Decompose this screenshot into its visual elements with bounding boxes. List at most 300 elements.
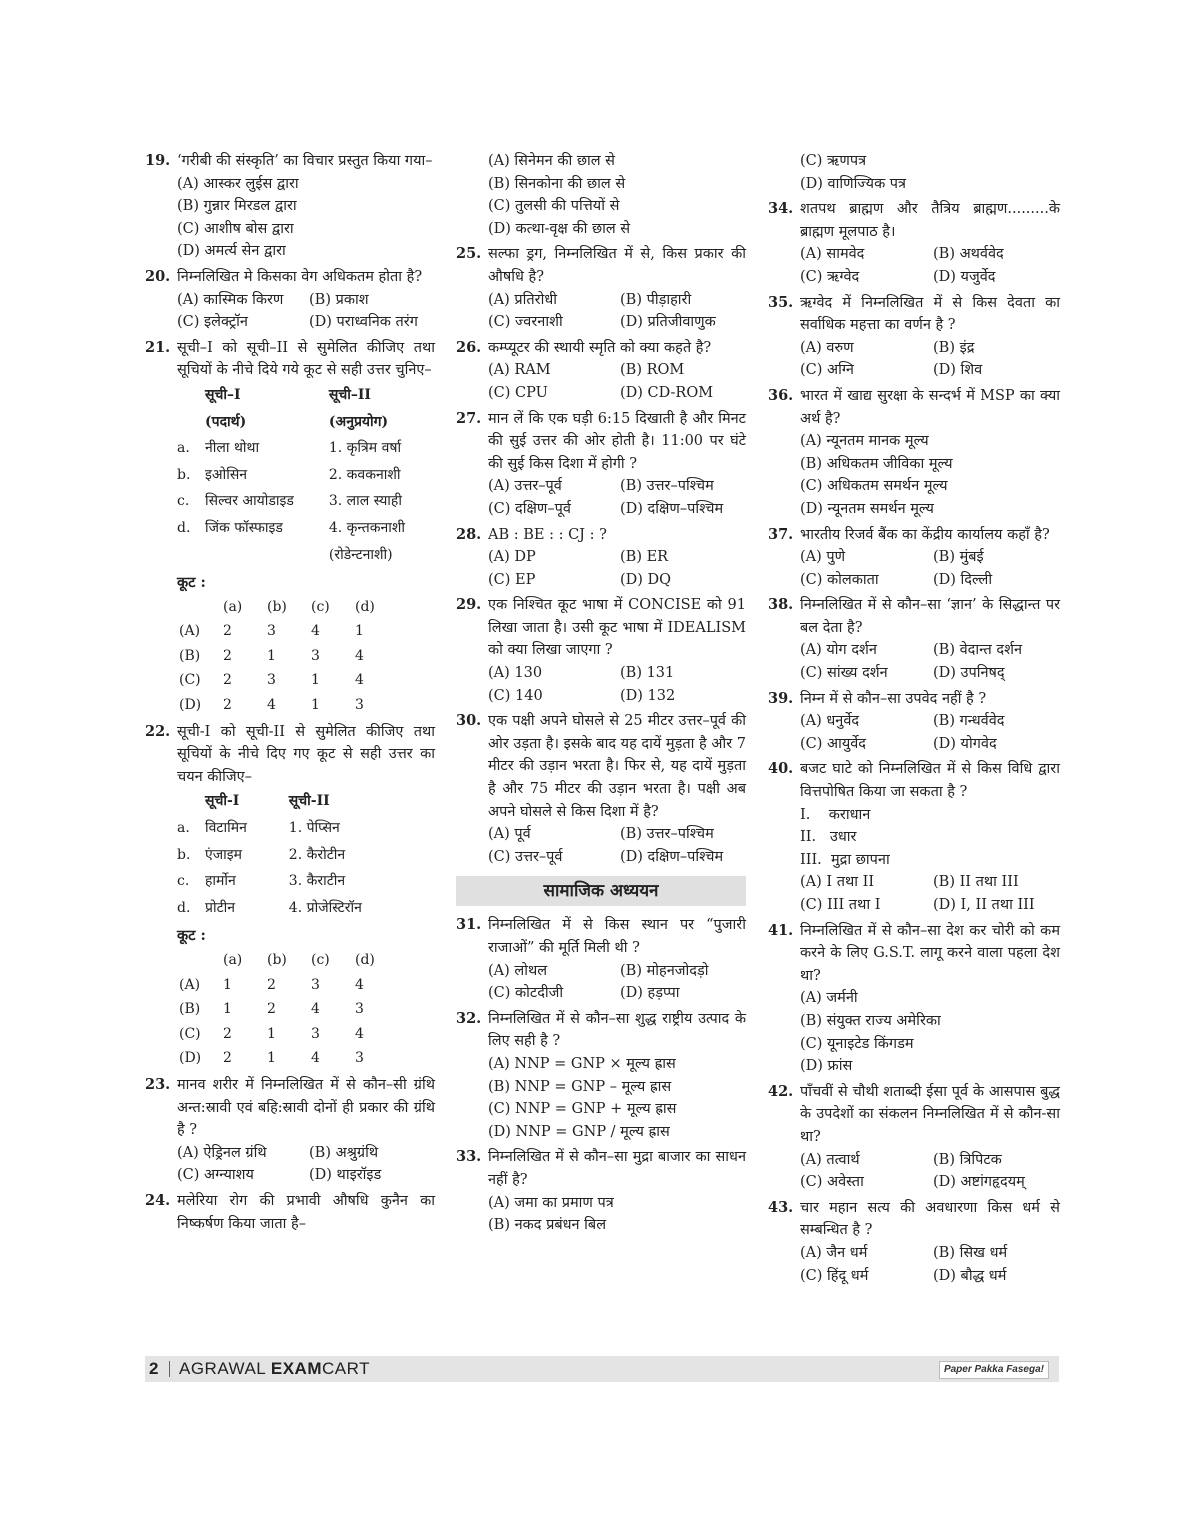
question-text: पाँचवीं से चौथी शताब्दी ईसा पूर्व के आसपास बुद्ध के उपदेशों का संकलन निम्नलिखित में से कौन-सा था? <box>800 1083 1060 1145</box>
question-number: 24. <box>145 1191 171 1209</box>
code-cell: 2 <box>267 976 276 993</box>
question-item <box>145 1190 435 1235</box>
match-cell <box>177 542 205 569</box>
question-text: बजट घाटे को निम्नलिखित में से किस विधि द्वारा वित्तपोषित किया जा सकता है ? <box>800 761 1060 801</box>
code-cell: 3 <box>267 672 276 689</box>
question-text: सल्फा ड्रग, निम्नलिखित में से, किस प्रकार की औषधि है? <box>488 246 746 285</box>
code-row <box>179 668 399 693</box>
question-number: 19. <box>145 152 171 169</box>
code-cell: (D) <box>179 1050 202 1067</box>
answer-options <box>488 1192 746 1237</box>
code-table <box>179 948 399 1071</box>
statement-item: II. उधार <box>800 829 857 846</box>
code-cell: 4 <box>311 1001 320 1018</box>
question-item <box>768 920 1060 1078</box>
brand-part-4: CART <box>321 1359 370 1378</box>
code-row <box>179 619 399 644</box>
match-row <box>177 815 435 842</box>
question-text: AB : BE : : CJ : ? <box>488 526 607 543</box>
code-cell: 3 <box>311 1025 320 1042</box>
answer-option: (D) उपनिषद् <box>933 665 1005 682</box>
answer-option: (B) NNP = GNP – मूल्य ह्रास <box>488 1078 672 1095</box>
code-cell: 4 <box>267 697 276 714</box>
question-text: भारत में खाद्य सुरक्षा के सन्दर्भ में MSP का क्या अर्थ है? <box>800 387 1060 427</box>
question-text: निम्नलिखित में से कौन–सा ‘ज्ञान’ के सिद्धान्त पर बल देता है? <box>800 597 1060 636</box>
match-header-row <box>177 409 435 436</box>
code-cell: 3 <box>355 697 364 714</box>
match-cell: 3. लाल स्याही <box>328 493 402 510</box>
answer-option: (B) त्रिपिटक <box>933 1151 1002 1168</box>
answer-options <box>488 475 746 520</box>
question-item <box>456 594 746 707</box>
question-text: सूची-I को सूची-II से सुमेलित कीजिए तथा सूचियों के नीचे दिए गए कूट से सही उत्तर का चयन कीजिए– <box>177 723 435 785</box>
code-row <box>179 595 399 620</box>
code-cell: (b) <box>267 952 287 968</box>
answer-option: (D) न्यूनतम समर्थन मूल्य <box>800 500 934 517</box>
match-cell: नीला थोथा <box>205 440 260 457</box>
match-header-row <box>177 788 435 815</box>
column-3 <box>768 150 1060 1290</box>
question-number: 30. <box>456 712 482 730</box>
answer-option: (D) अष्टांगहृदयम् <box>933 1174 1025 1191</box>
match-cell: हार्मोन <box>205 873 236 890</box>
answer-option: (D) कत्था-वृक्ष की छाल से <box>488 220 631 237</box>
question-item <box>768 1197 1060 1287</box>
answer-option: (B) अधिकतम जीविका मूल्य <box>800 455 953 472</box>
code-cell: 2 <box>267 1001 276 1018</box>
answer-option: (D) वाणिज्यिक पत्र <box>800 175 907 192</box>
question-text: निम्नलिखित मे किसका वेग अधिकतम होता है? <box>177 268 423 285</box>
question-item <box>145 150 435 263</box>
code-row <box>179 1046 399 1071</box>
question-number: 38. <box>768 596 794 614</box>
question-number: 21. <box>145 338 171 356</box>
match-header-cell: (अनुप्रयोग) <box>328 413 389 430</box>
code-cell: 1 <box>267 1025 276 1042</box>
question-item <box>768 385 1060 521</box>
question-item <box>145 1074 435 1187</box>
page-footer <box>145 1356 1059 1382</box>
answer-option: (C) अग्न्याशय <box>177 1167 254 1184</box>
answer-option: (D) दक्षिण–पश्चिम <box>620 500 724 517</box>
section-heading: सामाजिक अध्ययन <box>456 876 746 906</box>
match-header-cell: सूची–II <box>328 386 371 403</box>
question-text: मान लें कि एक घड़ी 6:15 दिखाती है और मिनट की सुई उत्तर की ओर होती है। 11:00 पर घंटे की सुई किस दिशा में होगी ? <box>488 410 746 472</box>
answer-option: (B) मोहनजोदड़ो <box>620 962 709 979</box>
match-header-cell <box>177 788 205 815</box>
answer-option: (A) उत्तर–पूर्व <box>488 478 562 495</box>
answer-option: (B) ROM <box>620 362 685 379</box>
answer-option: (B) 131 <box>620 665 675 682</box>
brand-part-1: AGRAWAL <box>179 1359 271 1378</box>
answer-option: (B) नकद प्रबंधन बिल <box>488 1217 607 1234</box>
answer-option: (D) पराध्वनिक तरंग <box>309 314 418 331</box>
answer-option: (A) सामवेद <box>800 246 865 263</box>
question-number: 25. <box>456 245 482 263</box>
match-row <box>177 435 435 462</box>
answer-options <box>488 289 746 334</box>
answer-option: (A) I तथा II <box>800 874 875 891</box>
answer-options <box>488 823 746 868</box>
statement-item: III. मुद्रा छापना <box>800 851 890 868</box>
question-number: 41. <box>768 921 794 939</box>
answer-option: (D) योगवेद <box>933 735 997 752</box>
code-cell: (A) <box>179 623 201 640</box>
code-cell: (C) <box>179 672 201 689</box>
question-text: एक निश्चित कूट भाषा में CONCISE को 91 लिखा जाता है। उसी कूट भाषा में IDEALISM को क्या लिखा जाएगा ? <box>488 597 746 659</box>
answer-option: (C) ज्वरनाशी <box>488 314 563 331</box>
question-continuation <box>768 150 1060 195</box>
code-cell: 2 <box>223 1025 232 1042</box>
question-number: 40. <box>768 760 794 778</box>
code-cell: 1 <box>267 647 276 664</box>
answer-option: (C) दक्षिण–पूर्व <box>488 500 571 517</box>
answer-option: (D) प्रतिजीवाणुक <box>620 314 716 331</box>
answer-option: (B) प्रकाश <box>309 291 369 308</box>
match-row <box>177 515 435 542</box>
match-cell: d. <box>177 899 191 916</box>
answer-option: (A) आस्कर लुईस द्वारा <box>177 175 299 192</box>
code-cell: 1 <box>355 623 364 640</box>
match-cell: 2. कवकनाशी <box>328 466 401 483</box>
match-header-cell <box>177 382 205 409</box>
question-number: 34. <box>768 200 794 218</box>
question-item <box>768 594 1060 684</box>
code-cell: (a) <box>223 952 243 968</box>
answer-options <box>800 639 1060 684</box>
match-cell: जिंक फॉस्फाइड <box>205 519 283 536</box>
code-cell: 3 <box>311 976 320 993</box>
code-row <box>179 1022 399 1047</box>
match-header-cell: सूची-I <box>205 793 240 810</box>
statement-item: I. कराधान <box>800 806 871 823</box>
code-cell: (B) <box>179 647 201 664</box>
answer-options <box>488 359 746 404</box>
answer-option: (C) हिंदू धर्म <box>800 1267 869 1284</box>
question-text: ऋग्वेद में निम्नलिखित में से किस देवता का सर्वाधिक महत्ता का वर्णन है ? <box>800 294 1060 334</box>
answer-option: (C) अग्नि <box>800 362 854 379</box>
answer-option: (D) दिल्ली <box>933 571 993 588</box>
answer-options <box>800 243 1060 288</box>
answer-option: (B) उत्तर–पश्चिम <box>620 826 714 843</box>
answer-option: (A) जमा का प्रमाण पत्र <box>488 1194 614 1211</box>
answer-option: (D) बौद्ध धर्म <box>933 1267 1007 1284</box>
answer-option: (C) इलेक्ट्रॉन <box>177 314 248 331</box>
question-text: भारतीय रिजर्व बैंक का केंद्रीय कार्यालय कहाँ है? <box>800 526 1050 543</box>
tagline-badge: Paper Pakka Fasega! <box>939 1361 1049 1379</box>
code-cell: (d) <box>355 952 375 968</box>
code-cell: 2 <box>223 647 232 664</box>
answer-options <box>488 1053 746 1143</box>
answer-options <box>488 150 746 240</box>
answer-option: (A) तत्वार्थ <box>800 1151 860 1168</box>
question-item <box>456 408 746 521</box>
answer-option: (A) पूर्व <box>488 826 531 843</box>
question-text: मलेरिया रोग की प्रभावी औषधि कुनैन का निष्कर्षण किया जाता है– <box>177 1192 435 1232</box>
question-item <box>456 914 746 1004</box>
question-number: 33. <box>456 1148 482 1166</box>
question-text: निम्नलिखित में से किस स्थान पर “पुजारी राजाओं” की मूर्ति मिली थी ? <box>488 917 746 956</box>
publisher-logo <box>179 1356 370 1382</box>
question-number: 28. <box>456 525 482 543</box>
answer-option: (B) मुंबई <box>933 549 984 566</box>
code-cell: 1 <box>311 672 320 689</box>
code-cell: (c) <box>311 952 330 968</box>
answer-option: (C) कोलकाता <box>800 571 879 588</box>
answer-options <box>177 1142 435 1187</box>
answer-option: (A) प्रतिरोधी <box>488 291 558 308</box>
answer-option: (C) तुलसी की पत्तियों से <box>488 198 620 215</box>
question-text: निम्न में से कौन–सा उपवेद नहीं है ? <box>800 690 987 707</box>
code-row <box>179 997 399 1022</box>
match-cell: (रोडेन्टनाशी) <box>328 546 393 563</box>
code-cell: 1 <box>223 1001 232 1018</box>
answer-options <box>488 546 746 591</box>
code-cell: 4 <box>355 976 364 993</box>
question-number: 42. <box>768 1082 794 1100</box>
answer-option: (D) हड़प्पा <box>620 985 680 1002</box>
answer-option: (B) अश्रुग्रंथि <box>309 1144 379 1161</box>
answer-option: (A) न्यूनतम मानक मूल्य <box>800 433 929 450</box>
answer-option: (C) EP <box>488 571 536 588</box>
match-cell <box>205 542 329 569</box>
question-item <box>145 266 435 334</box>
match-cell: 3. कैराटीन <box>288 873 346 890</box>
code-cell: (d) <box>355 598 375 615</box>
code-cell: 2 <box>223 623 232 640</box>
answer-option: (A) DP <box>488 549 536 566</box>
code-cell: 2 <box>223 697 232 714</box>
question-item <box>145 337 435 718</box>
match-cell: विटामिन <box>205 820 247 837</box>
match-row <box>177 542 435 569</box>
answer-option: (A) ऐड्रिनल ग्रंथि <box>177 1144 267 1161</box>
answer-option: (C) CPU <box>488 384 548 401</box>
answer-option: (D) NNP = GNP / मूल्य ह्रास <box>488 1123 670 1140</box>
answer-option: (B) सिख धर्म <box>933 1244 1008 1261</box>
code-cell: 3 <box>267 623 276 640</box>
answer-options <box>800 337 1060 382</box>
answer-option: (C) यूनाइटेड किंगडम <box>800 1035 914 1052</box>
match-cell: a. <box>177 440 190 457</box>
code-cell: (c) <box>311 598 330 615</box>
match-cell: 1. कृत्रिम वर्षा <box>328 440 402 457</box>
question-number: 36. <box>768 386 794 404</box>
answer-options <box>800 987 1060 1077</box>
question-text: सूची–I को सूची–II से सुमेलित कीजिए तथा सूचियों के नीचे दिये गये कूट से सही उत्तर चुनिए– <box>177 339 435 379</box>
match-cell: 1. पेप्सिन <box>288 820 340 837</box>
question-number: 29. <box>456 596 482 614</box>
answer-option: (C) अधिकतम समर्थन मूल्य <box>800 478 948 495</box>
brand-part-3: XAM <box>282 1359 322 1378</box>
answer-option: (A) जर्मनी <box>800 990 858 1007</box>
question-text: निम्नलिखित में से कौन–सा मुद्रा बाजार का साधन नहीं है? <box>488 1149 746 1188</box>
question-item <box>456 710 746 868</box>
answer-option: (C) 140 <box>488 687 543 704</box>
match-row <box>177 488 435 515</box>
answer-option: (A) लोथल <box>488 962 548 979</box>
answer-options <box>488 662 746 707</box>
question-item <box>768 198 1060 288</box>
match-cell: b. <box>177 846 191 863</box>
match-cell: सिल्वर आयोडाइड <box>205 493 294 510</box>
answer-option: (B) संयुक्त राज्य अमेरिका <box>800 1012 941 1029</box>
answer-option: (B) II तथा III <box>933 874 1019 891</box>
match-cell: इओसिन <box>205 466 248 483</box>
code-cell <box>179 595 223 620</box>
question-number: 43. <box>768 1198 794 1216</box>
answer-option: (C) उत्तर–पूर्व <box>488 848 563 865</box>
answer-options <box>177 289 435 334</box>
code-cell: 4 <box>355 672 364 689</box>
answer-options <box>800 150 1060 195</box>
answer-option: (B) उत्तर–पश्चिम <box>620 478 714 495</box>
match-cell: 4. प्रोजेस्टिरॉन <box>288 899 362 916</box>
code-cell: 4 <box>355 1025 364 1042</box>
code-cell: 4 <box>311 1050 320 1067</box>
answer-option: (B) ER <box>620 549 669 566</box>
code-table <box>179 595 399 718</box>
code-row <box>179 948 399 973</box>
answer-option: (A) कास्मिक किरण <box>177 291 284 308</box>
question-item <box>456 524 746 592</box>
answer-options <box>177 173 435 263</box>
question-text: शतपथ ब्राह्मण और तैत्रिय ब्राह्मण.........के ब्राह्मण मूलपाठ है। <box>800 201 1060 240</box>
code-cell: 1 <box>267 1050 276 1067</box>
question-continuation <box>456 150 746 240</box>
answer-option: (B) सिनकोना की छाल से <box>488 175 626 192</box>
question-text: एक पक्षी अपने घोसले से 25 मीटर उत्तर–पूर्व की ओर उड़ता है। इसके बाद यह दायें मुड़ता है और 7 मीटर की उड़ान भरता है। फिर से, यह दायें मुड़ता है और 75 मीटर की उड़ान भरता है। पक्षी अब अपने घोसले से किस दिशा में है? <box>488 713 746 820</box>
match-header-cell: (पदार्थ) <box>205 413 247 430</box>
match-cell: 2. कैरोटीन <box>288 846 346 863</box>
answer-option: (D) I, II तथा III <box>933 897 1035 913</box>
answer-option: (D) अमर्त्य सेन द्वारा <box>177 243 286 260</box>
answer-option: (C) III तथा I <box>800 897 881 913</box>
question-item <box>456 1008 746 1144</box>
answer-options <box>800 546 1060 591</box>
answer-option: (C) आशीष बोस द्वारा <box>177 220 294 237</box>
answer-options <box>800 1149 1060 1194</box>
question-number: 37. <box>768 525 794 543</box>
match-header-row <box>177 382 435 409</box>
answer-option: (B) गुन्नार मिरडल द्वारा <box>177 198 297 215</box>
answer-option: (B) वेदान्त दर्शन <box>933 642 1023 659</box>
answer-option: (D) CD-ROM <box>620 384 714 401</box>
code-cell: 1 <box>311 697 320 714</box>
match-table <box>177 788 435 921</box>
question-number: 20. <box>145 267 171 285</box>
question-item <box>456 243 746 333</box>
match-row <box>177 868 435 895</box>
question-item <box>768 1081 1060 1194</box>
match-cell: प्रोटीन <box>205 899 236 916</box>
code-cell: 4 <box>311 623 320 640</box>
question-item <box>145 721 435 1071</box>
code-cell: 2 <box>223 1050 232 1067</box>
answer-option: (A) RAM <box>488 362 551 379</box>
answer-option: (C) सांख्य दर्शन <box>800 665 888 682</box>
answer-options <box>488 960 746 1005</box>
page-number: 2 <box>149 1359 159 1378</box>
column-2 <box>456 150 746 1240</box>
match-cell: b. <box>177 466 191 483</box>
answer-option: (C) NNP = GNP + मूल्य ह्रास <box>488 1101 677 1118</box>
answer-option: (C) अवेस्ता <box>800 1174 864 1191</box>
code-cell: 3 <box>311 647 320 664</box>
question-number: 23. <box>145 1075 171 1093</box>
answer-option: (C) ऋणपत्र <box>800 153 867 169</box>
footer-divider <box>169 1361 170 1377</box>
answer-option: (A) 130 <box>488 665 543 682</box>
code-label: कूट : <box>177 927 206 945</box>
column-1 <box>145 150 435 1238</box>
answer-options <box>800 871 1060 916</box>
answer-options <box>800 710 1060 755</box>
answer-option: (A) योग दर्शन <box>800 642 877 659</box>
question-item <box>768 758 1060 916</box>
code-cell: 3 <box>355 1001 364 1018</box>
question-number: 27. <box>456 409 482 427</box>
question-item <box>768 688 1060 756</box>
question-text: चार महान सत्य की अवधारणा किस धर्म से सम्बन्धित है ? <box>800 1199 1060 1239</box>
match-table <box>177 382 435 568</box>
code-cell: 4 <box>355 647 364 664</box>
answer-options <box>800 1242 1060 1287</box>
answer-option: (D) यजुर्वेद <box>933 268 996 285</box>
question-text: ‘गरीबी की संस्कृति’ का विचार प्रस्तुत किया गया– <box>177 153 433 169</box>
code-row <box>179 644 399 669</box>
answer-option: (D) थाइरॉइड <box>309 1167 382 1184</box>
answer-option: (A) NNP = GNP × मूल्य ह्रास <box>488 1055 676 1072</box>
match-row <box>177 462 435 489</box>
code-cell: (C) <box>179 1025 201 1042</box>
brand-part-2: E <box>270 1359 283 1378</box>
question-number: 22. <box>145 722 171 740</box>
code-cell: 3 <box>355 1050 364 1067</box>
question-number: 35. <box>768 293 794 311</box>
code-cell: 2 <box>223 672 232 689</box>
question-number: 31. <box>456 916 482 934</box>
match-cell: 4. कृन्तकनाशी <box>328 519 406 536</box>
code-cell: (B) <box>179 1001 201 1018</box>
answer-option: (D) शिव <box>933 362 983 379</box>
answer-option: (D) दक्षिण–पश्चिम <box>620 848 724 865</box>
answer-option: (C) ऋग्वेद <box>800 268 860 285</box>
answer-option: (D) 132 <box>620 687 676 704</box>
question-text: निम्नलिखित में से कौन–सा देश कर चोरी को कम करने के लिए G.S.T. लागू करने वाला पहला देश था? <box>800 922 1060 984</box>
answer-option: (A) वरुण <box>800 339 854 356</box>
answer-option: (A) सिनेमन की छाल से <box>488 153 615 169</box>
answer-option: (C) कोटदीजी <box>488 985 564 1002</box>
question-text: निम्नलिखित में से कौन–सा शुद्ध राष्ट्रीय उत्पाद के लिए सही है ? <box>488 1010 746 1050</box>
match-cell: c. <box>177 493 190 510</box>
match-header-cell: सूची-II <box>288 793 330 810</box>
match-cell: a. <box>177 820 190 837</box>
code-cell: (D) <box>179 697 202 714</box>
answer-option: (B) गन्धर्ववेद <box>933 713 1005 730</box>
answer-option: (A) पुणे <box>800 549 846 566</box>
answer-option: (C) आयुर्वेद <box>800 735 867 752</box>
code-cell <box>179 948 223 973</box>
match-header-cell: सूची–I <box>205 386 241 403</box>
match-header-cell <box>177 409 205 436</box>
question-text: मानव शरीर में निम्नलिखित में से कौन–सी ग्रंथि अन्त:स्रावी एवं बहि:स्रावी दोनों ही प्रकार की ग्रंथि है ? <box>177 1076 435 1139</box>
question-item <box>456 1146 746 1236</box>
match-row <box>177 842 435 869</box>
code-row <box>179 973 399 998</box>
code-cell: 1 <box>223 976 232 993</box>
answer-option: (A) धनुर्वेद <box>800 713 860 730</box>
